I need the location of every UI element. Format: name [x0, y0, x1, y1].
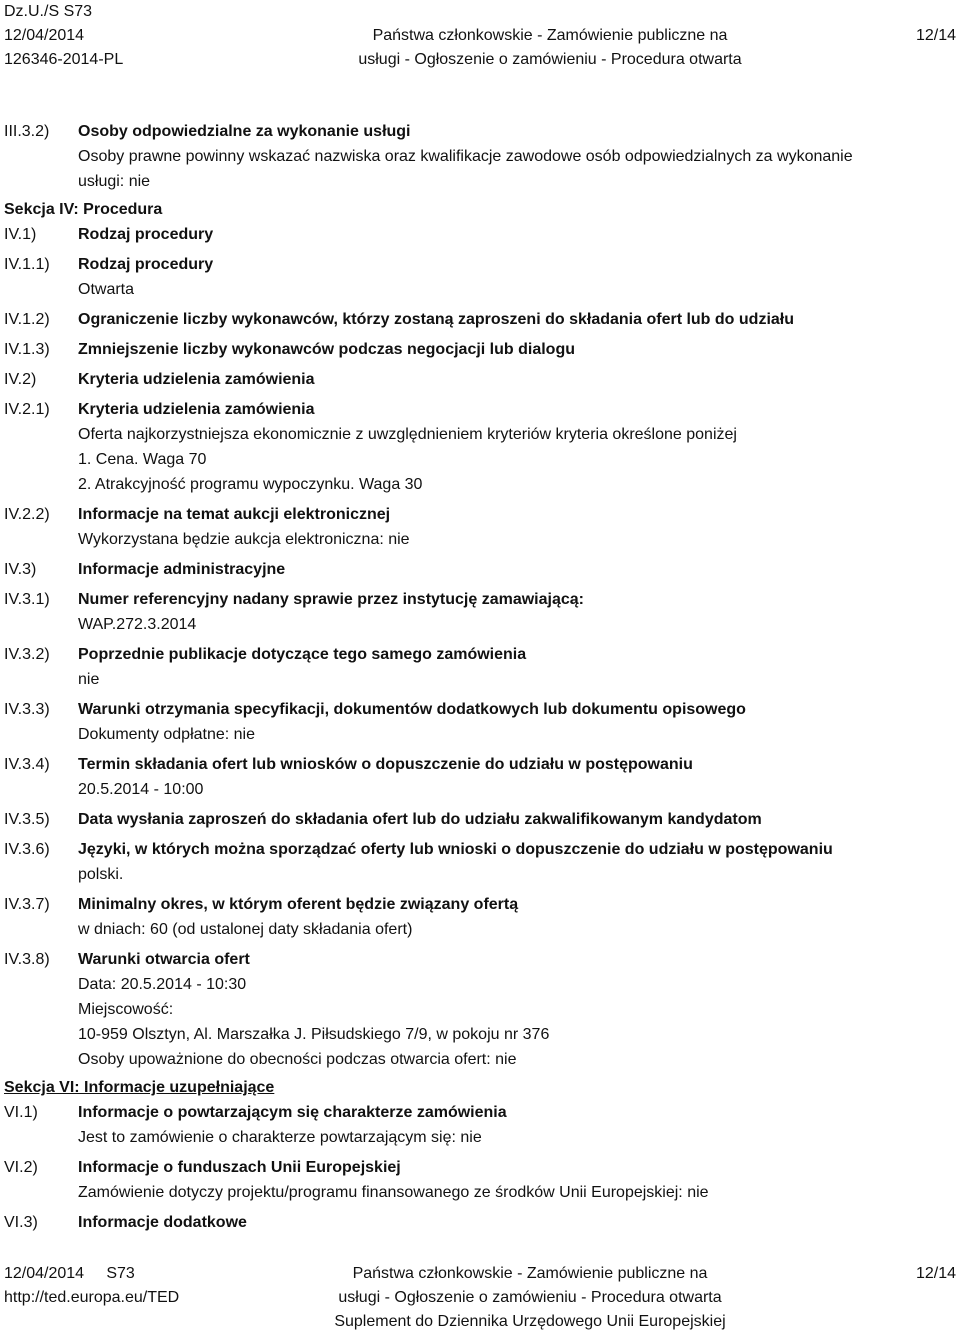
section-iv-3-3	[0, 697, 960, 747]
section-iv-2-1	[0, 397, 960, 497]
section-iv-1-2	[0, 307, 960, 332]
section-title: Informacje na temat aukcji elektronicznej	[78, 506, 391, 523]
section-value: polski.	[78, 866, 124, 883]
section-number: III.3.2)	[4, 123, 50, 140]
section-title: Numer referencyjny nadany sprawie przez instytucję zamawiającą:	[78, 591, 584, 608]
section-iv-3	[0, 557, 960, 582]
footer-series: S73	[106, 1265, 135, 1282]
header-title	[320, 24, 780, 72]
footer-date-series	[4, 1262, 179, 1286]
section-vi-heading-text: Sekcja VI: Informacje uzupełniające	[4, 1079, 275, 1096]
footer-title-line1: Państwa członkowskie - Zamówienie publiczne na	[352, 1265, 708, 1282]
header-page	[916, 24, 956, 48]
section-number: IV.3.6)	[4, 841, 50, 858]
section-title: Języki, w których można sporządzać oferty lub wnioski o dopuszczenie do udziału w postępowaniu	[78, 841, 833, 858]
section-title: Osoby odpowiedzialne za wykonanie usługi	[78, 123, 411, 140]
section-iv-1-3	[0, 337, 960, 362]
section-number: IV.1.1)	[4, 256, 50, 273]
page-footer	[0, 1262, 960, 1330]
section-title: Minimalny okres, w którym oferent będzie związany ofertą	[78, 896, 519, 913]
section-iv-3-1	[0, 587, 960, 637]
header-title-line1: Państwa członkowskie - Zamówienie publiczne na	[372, 27, 728, 44]
section-title: Termin składania ofert lub wniosków o dopuszczenie do udziału w postępowaniu	[78, 756, 693, 773]
section-iv-heading	[0, 197, 960, 222]
section-iv-3-2	[0, 642, 960, 692]
section-value: w dniach: 60 (od ustalonej daty składania ofert)	[78, 921, 413, 938]
section-title: Warunki otrzymania specyfikacji, dokumentów dodatkowych lub dokumentu opisowego	[78, 701, 746, 718]
section-text: 10-959 Olsztyn, Al. Marszałka J. Piłsudskiego 7/9, w pokoju nr 376	[78, 1026, 550, 1043]
section-number: VI.2)	[4, 1159, 38, 1176]
header-doc-ref: Dz.U./S S73	[4, 3, 93, 20]
header-date: 12/04/2014	[4, 27, 85, 44]
section-iii-3-2	[0, 119, 960, 194]
header-page-number: 12/14	[915, 27, 956, 44]
section-number: IV.3.7)	[4, 896, 50, 913]
section-title: Rodzaj procedury	[78, 226, 214, 243]
section-title: Informacje administracyjne	[78, 561, 286, 578]
section-iv-1-1	[0, 252, 960, 302]
page-header	[0, 0, 960, 68]
section-number: VI.3)	[4, 1214, 38, 1231]
section-iv-3-6	[0, 837, 960, 887]
section-text: usługi: nie	[78, 173, 151, 190]
header-notice-id: 126346-2014-PL	[4, 51, 124, 68]
section-title: Poprzednie publikacje dotyczące tego samego zamówienia	[78, 646, 527, 663]
section-value: Wykorzystana będzie aukcja elektroniczna: nie	[78, 531, 410, 548]
section-iv-3-7	[0, 892, 960, 942]
section-number: IV.3.4)	[4, 756, 50, 773]
header-title-line2: usługi - Ogłoszenie o zamówieniu - Procedura otwarta	[358, 51, 742, 68]
section-value: Otwarta	[78, 281, 135, 298]
section-number: IV.2.2)	[4, 506, 50, 523]
section-iv-2	[0, 367, 960, 392]
footer-page-number: 12/14	[915, 1265, 956, 1282]
section-number: IV.1.3)	[4, 341, 50, 358]
section-number: IV.3.5)	[4, 811, 50, 828]
section-title: Rodzaj procedury	[78, 256, 214, 273]
section-text: Data: 20.5.2014 - 10:30	[78, 976, 247, 993]
section-iv-3-8	[0, 947, 960, 1072]
footer-url[interactable]: http://ted.europa.eu/TED	[4, 1289, 180, 1306]
section-iv-3-5	[0, 807, 960, 832]
section-title: Informacje o funduszach Unii Europejskiej	[78, 1159, 401, 1176]
section-number: IV.3)	[4, 561, 37, 578]
section-vi-1	[0, 1100, 960, 1150]
section-number: IV.2)	[4, 371, 37, 388]
section-number: IV.3.1)	[4, 591, 50, 608]
footer-page	[916, 1262, 956, 1286]
section-number: IV.1)	[4, 226, 37, 243]
section-title: Ograniczenie liczby wykonawców, którzy zostaną zaproszeni do składania ofert lub do udziału	[78, 311, 794, 328]
section-title: Informacje o powtarzającym się charakterze zamówienia	[78, 1104, 507, 1121]
section-text: 2. Atrakcyjność programu wypoczynku. Waga 30	[78, 476, 423, 493]
section-text: Oferta najkorzystniejsza ekonomicznie z uwzględnieniem kryteriów kryteria określone poniżej	[78, 426, 737, 443]
section-text: Osoby upoważnione do obecności podczas otwarcia ofert: nie	[78, 1051, 517, 1068]
section-title: Kryteria udzielenia zamówienia	[78, 371, 315, 388]
section-value: nie	[78, 671, 100, 688]
section-iv-3-4	[0, 752, 960, 802]
section-value: Dokumenty odpłatne: nie	[78, 726, 255, 743]
footer-title	[300, 1262, 760, 1334]
footer-title-line2: usługi - Ogłoszenie o zamówieniu - Procedura otwarta	[338, 1289, 722, 1306]
document-body	[0, 119, 960, 1235]
section-vi-2	[0, 1155, 960, 1205]
section-number: IV.3.3)	[4, 701, 50, 718]
section-text: Osoby prawne powinny wskazać nazwiska oraz kwalifikacje zawodowe osób odpowiedzialnych za wykonanie	[78, 148, 853, 165]
section-title: Data wysłania zaproszeń do składania ofert lub do udziału zakwalifikowanym kandydatom	[78, 811, 762, 828]
section-value: 20.5.2014 - 10:00	[78, 781, 204, 798]
section-value: Jest to zamówienie o charakterze powtarzającym się: nie	[78, 1129, 482, 1146]
section-number: IV.3.8)	[4, 951, 50, 968]
section-iv-heading-text: Sekcja IV: Procedura	[4, 201, 163, 218]
section-text: 1. Cena. Waga 70	[78, 451, 207, 468]
footer-title-line3: Suplement do Dziennika Urzędowego Unii Europejskiej	[334, 1313, 726, 1330]
section-value: Zamówienie dotyczy projektu/programu finansowanego ze środków Unii Europejskiej: nie	[78, 1184, 709, 1201]
header-left	[4, 0, 123, 72]
section-title: Kryteria udzielenia zamówienia	[78, 401, 315, 418]
footer-left	[4, 1262, 179, 1310]
section-value: WAP.272.3.2014	[78, 616, 197, 633]
section-number: IV.1.2)	[4, 311, 50, 328]
section-vi-heading	[0, 1075, 960, 1100]
section-iv-1	[0, 222, 960, 247]
section-number: IV.2.1)	[4, 401, 50, 418]
footer-date: 12/04/2014	[4, 1265, 85, 1282]
section-text: Miejscowość:	[78, 1001, 174, 1018]
section-vi-3	[0, 1210, 960, 1235]
section-title: Informacje dodatkowe	[78, 1214, 247, 1231]
section-number: VI.1)	[4, 1104, 38, 1121]
section-number: IV.3.2)	[4, 646, 50, 663]
section-iv-2-2	[0, 502, 960, 552]
section-title: Zmniejszenie liczby wykonawców podczas negocjacji lub dialogu	[78, 341, 575, 358]
section-title: Warunki otwarcia ofert	[78, 951, 250, 968]
